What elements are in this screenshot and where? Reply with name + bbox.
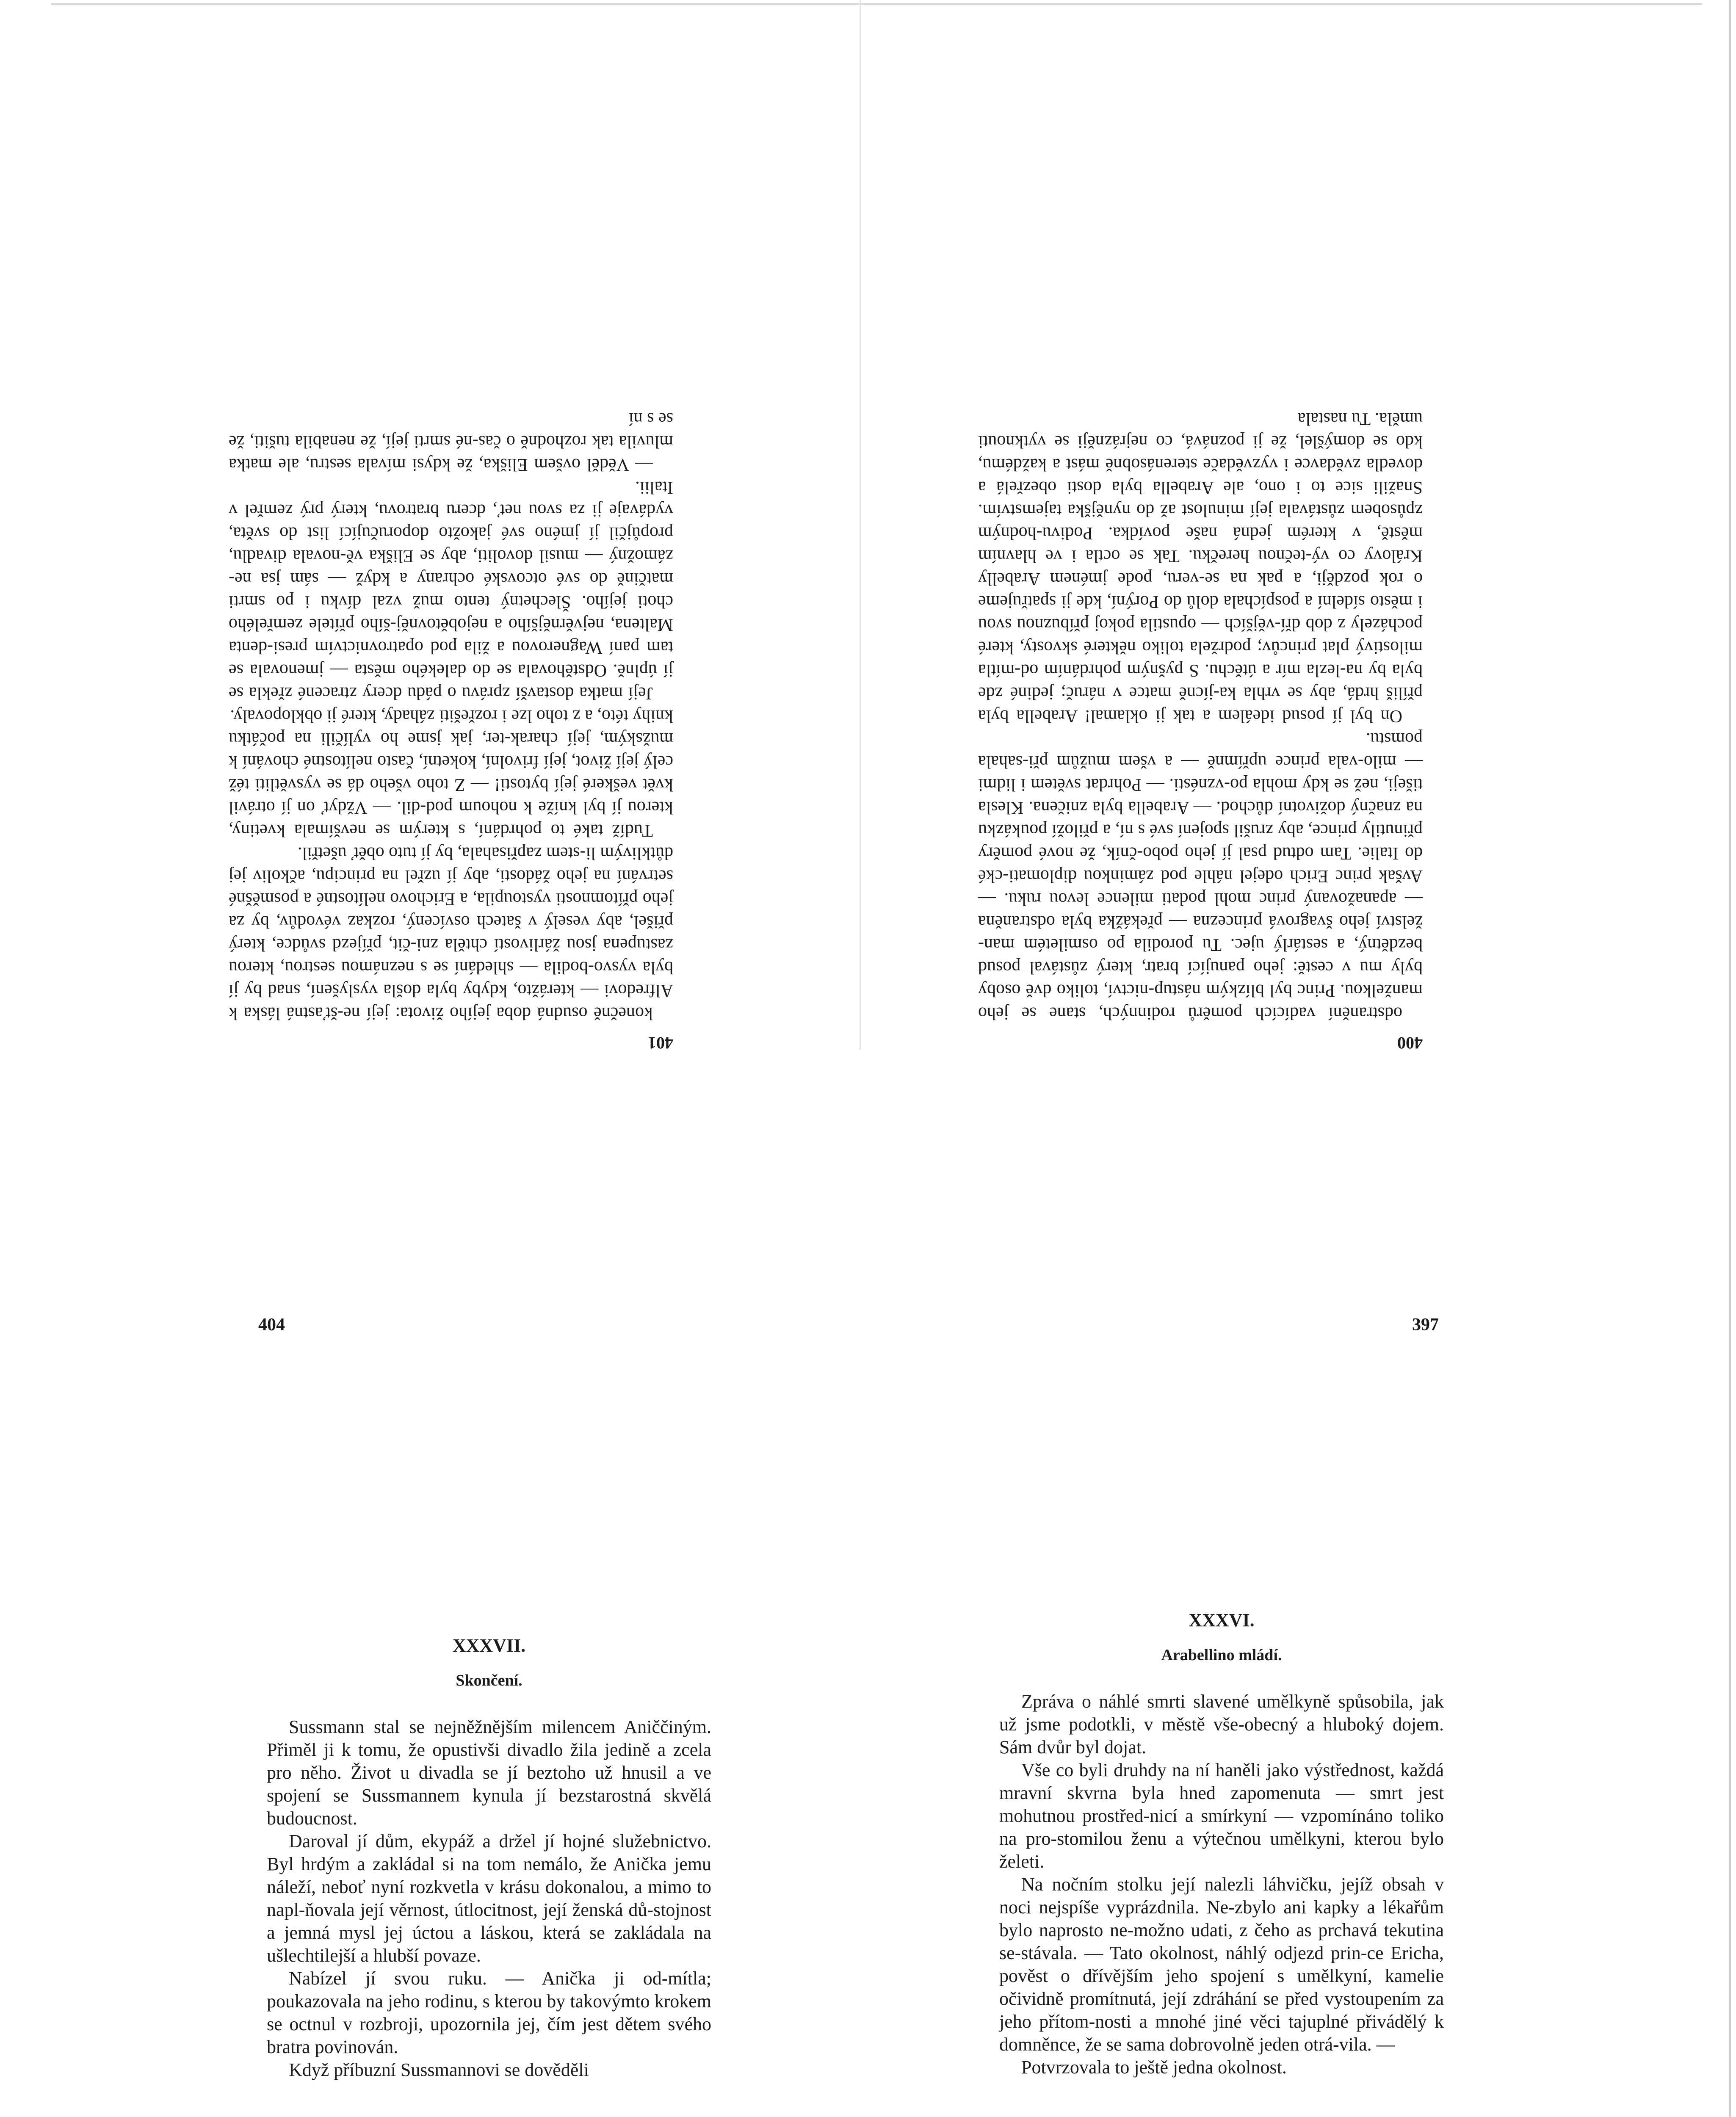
page-number: 400 — [1397, 1034, 1423, 1053]
page-number-right: 397 — [1412, 1315, 1439, 1335]
paragraph: Sussmann stal se nejněžnějším milencem Aniččiným. Přiměl ji k tomu, že opustivši divadlo žila jedině a zcela pro něho. Život u divadla se jí beztoho už hnusil a ve spojení se Sussmannem kynula jí bezstarostná skvělá budoucnost. — [267, 1716, 711, 1829]
paragraph: Zpráva o náhlé smrti slavené umělkyně spůsobila, jak už jsme podotkli, v městě vše-obecný a hluboký dojem. Sám dvůr byl dojat. — [999, 1691, 1444, 1758]
paragraph: odstranění vadících poměrů rodinných, stane se jeho manželkou. Princ byl blízkým nástup-nictví, toliko dvě osoby byly mu v cestě: jeho panující bratr, který zůstával posud bezdětný, a sestárlý ujec. Tu porodila po osmiletém man-želství jeho švagrová princezna — překážka byla odstraněna — apanažovaný princ mohl podati milence levou ruku. — Avšak princ Erich odejel náhle pod záminkou diplomati-cké do Italie. Tam odtud psal jí jeho pobo-čník, že nové poměry přinutily prince, aby zrušil spojení své s ní, a přiloží poukázku na značný doživotní důchod. — Arabella byla zničena. Klesla tišeji, než se kdy mohla po-vznésti. — Pohrdat světem i lidmi — milo-vala prince upřímně — a všem mužům při-sahala pomstu. — [978, 729, 1423, 1023]
paragraph: Když příbuzní Sussmannovi se dověděli — [289, 2059, 589, 2080]
paragraph: Potvrzovala to ještě jedna okolnost. — [1021, 2057, 1287, 2078]
scan-edge-top — [51, 3, 1702, 5]
paragraph: Nabízel jí svou ruku. — Anička ji od-mítla; poukazovala na jeho rodinu, s kterou by takovýmto krokem se octnul v rozbroji, upozornila jej, čím jest dětem svého bratra povinován. — [267, 1968, 711, 2057]
chapter-number: XXXVI. — [1189, 1610, 1255, 1631]
chapter-title: Skončení. — [456, 1672, 522, 1689]
paragraph: konečně osudná doba jejího života: její ne-šťastná láska k Alfredovi — kterážto, kdyby byla došla vyslyšení, snad by jí byla vysvo-bodila — shledání se s neznámou sestrou, kterou zastupena jsou žárlivostí chtěla zni-čit, příjezd svůdce, který přišel, aby veselý v šatech osvícený, rozkaz vévodův, by za jeho přítomnosti vystoupila, a Erichovo nelítostné a posměšné setrvání na jeho žádosti, aby jí uzřel na principu, ačkoliv jej důtklivým li-stem zapřisahala, by jí tuto oběť ušetřil. — [229, 843, 673, 1023]
upside-down-page-right — [978, 127, 1423, 1053]
paragraph: On byl jí posud ideálem a tak ji oklamal! Arabella byla příliš hrdá, aby se vrhla ka-jícně matce v náruč; jediné zde byla by na-lezla mír a útěchu. S pyšným pohrdáním od-mítla milostivý plat princův; podržela toliko některé skvosty, které pocházely z dob dří-vějších — opustila pokoj příbuznou svou i město sídelní a pospíchala dolů do Porýní, kde ji spatřujeme o rok později, a pak na se-veru, pode jménem Arabelly Královy co vý-tečnou herečku. Tak se octla i ve hlavním městě, v kterém jedná naše povídka. Podivu-hodným způsobem zůstávala její minulost až do nynějška tajemstvím. Snažili sice to i ono, ale Arabella byla dosti obezřelá a dovedla zvědavce i vyzvědače sterenásobně mást a každému, kdo se domýšlel, že ji poznává, co nejrázněji se vytknouti uměla. Tu nastala — [978, 409, 1423, 726]
chapter-xxxvi-column — [999, 1609, 1444, 2079]
paragraph: Tudíž také to pohrdání, s kterým se nevšímala kvetiny, kterou jí byl kníže k nohoum pod-dil. — Vždyť on jí otrávil květ veškeré její bytosti! — Z toho všeho dá se vysvětliti též celý její život, její frivolní, koketní, často nelítostné chování k mužským, její charak-ter, jak jsme ho vylíčili na počátku knihy této, a z toho lze i rozřešiti záhady, které ji obklopovaly. — [229, 706, 673, 840]
page-fold — [860, 0, 861, 1050]
chapter-number: XXXVII. — [452, 1635, 526, 1656]
paragraph: Její matka dostavší zprávu o pádu dcery ztracené zřekla se jí úplně. Odstěhovala se do dalekého města — jmenovala se tam paní Wagnerovou a žila pod opatrovnictvím presi-denta Maltena, nejvěrnějšího a nejobětovněj-šího přítele zemřelého choti jejího. Šlechetný tento muž vzal dívku i po smrti matčině do své otcovské ochrany a když — sám jsa ne-zámožný — musil dovoliti, aby se Eliška vě-novala divadlu, propůjčil jí jméno své jakožto doporučující list do světa, vydávaje ji za svou neť, dceru bratrovu, který prý zemřel v Italii. — [229, 478, 673, 703]
paragraph: Daroval jí dům, ekypáž a držel jí hojné služebnictvo. Byl hrdým a zakládal si na tom nemálo, že Anička jemu náleží, neboť nyní rozkvetla v krásu dokonalou, a mimo to napl-ňovala její věrnost, útlocitnost, její ženská dů-stojnost a jemná mysl jej úctou a láskou, která se zakládala na ušlechtilejší a hlubší povaze. — [267, 1831, 711, 1966]
page-number-left: 404 — [258, 1315, 285, 1335]
chapter-xxxvii-column — [267, 1634, 711, 2081]
scan-edge-right — [1729, 0, 1731, 2117]
chapter-title: Arabellino mládí. — [1161, 1646, 1282, 1664]
paragraph: — Věděl ovšem Eliška, že kdysi mívala sestru, ale matka mluvila tak rozhodně o čas-né smrti její, že nenabila tušiti, že se s ní — [229, 409, 673, 474]
page-number: 401 — [648, 1034, 673, 1053]
paragraph: Vše co byli druhdy na ní haněli jako výstřednost, každá mravní skvrna byla hned zapomenuta — smrt jest mohutnou prostřed-nicí a smírkyní — vzpomínáno toliko na pro-stomilou ženu a výtečnou umělkyni, kterou bylo želeti. — [999, 1760, 1444, 1872]
paragraph: Na nočním stolku její nalezli láhvičku, jejíž obsah v noci nejspíše vyprázdnila. Ne-zbylo ani kapky a lékařům bylo naprosto ne-možno udati, z čeho as prchavá tekutina se-stávala. — Tato okolnost, náhlý odjezd prin-ce Ericha, pověst o dřívějším jeho spojení s umělkyní, kamelie očividně promítnutá, její zdráhání se před vystoupením za jeho přítom-nosti a mnohé jiné věci tajuplné přivádělý k domněnce, že se sama dobrovolně jeden otrá-vila. — — [999, 1874, 1444, 2055]
upside-down-page-left — [229, 127, 673, 1053]
